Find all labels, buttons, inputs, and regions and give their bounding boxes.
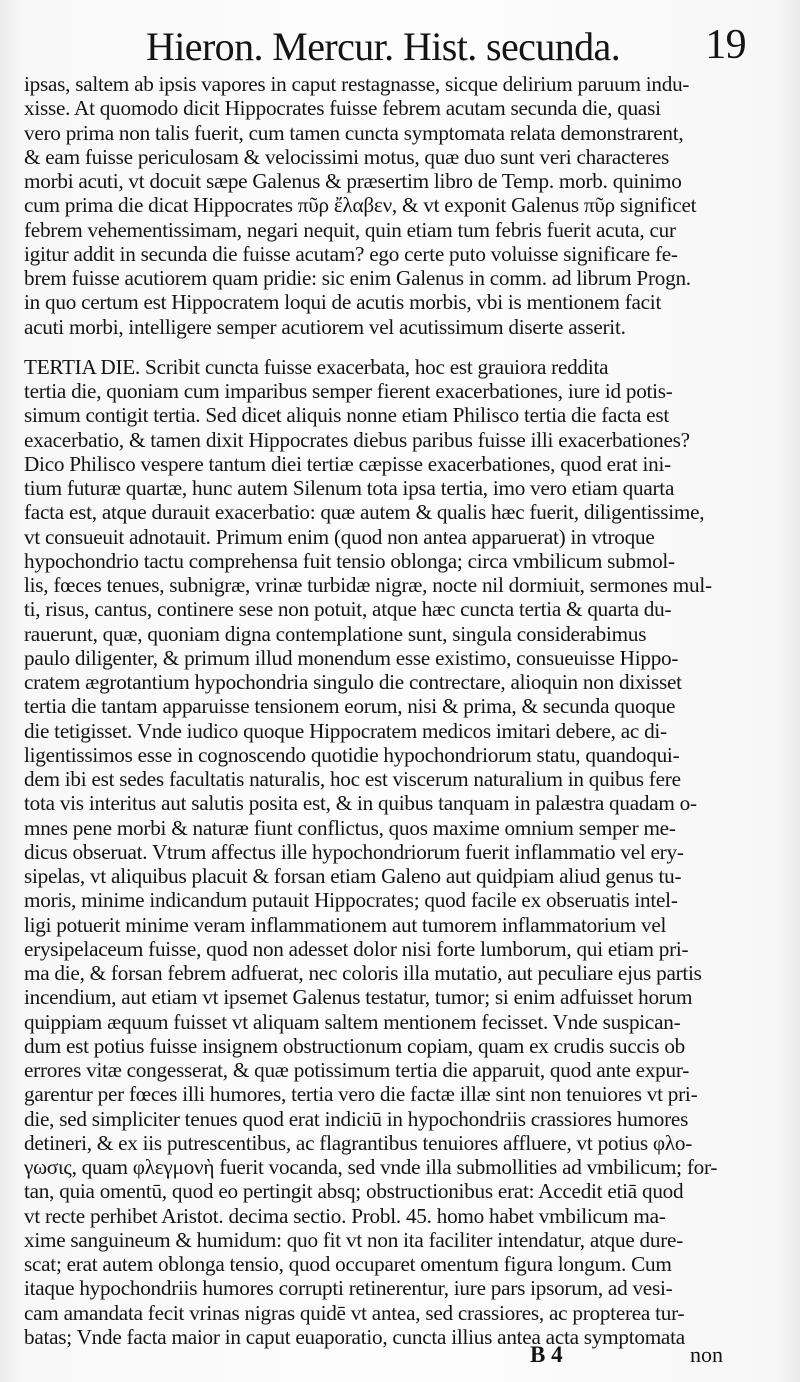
- text-line: febrem vehementissimam, negari nequit, quin etiam tum febris fuerit acuta, cur: [24, 217, 676, 242]
- page-number: 19: [705, 22, 746, 68]
- text-line: mnes pene morbi & naturæ fiunt conflictus, quos maxime omnium semper me-: [24, 815, 676, 840]
- text-line: ligentissimos esse in cognoscendo quotidie hypochondriorum statu, quandoqui-: [24, 742, 680, 767]
- text-line: tan, quia omentū, quod eo pertingit absq; obstructionibus erat: Accedit etiā quod: [24, 1179, 684, 1204]
- paragraph-2: [24, 355, 786, 1349]
- text-line: γωσις, quam φλεγμονὴ fuerit vocanda, sed vnde illa submollities ad vmbilicum; for-: [24, 1155, 718, 1179]
- text-line: cum prima die dicat Hippocrates πῦρ ἔλαβεν, & vt exponit Galenus πῦρ significet: [24, 193, 697, 218]
- text-line: vt consueuit adnotauit. Primum enim (quod non antea apparuerat) in vtroque: [24, 524, 655, 549]
- text-line: morbi acuti, vt docuit sæpe Galenus & præsertim libro de Temp. morb. quinimo: [24, 169, 682, 193]
- text-line: batas; Vnde facta maior in caput euaporatio, cuncta illius antea acta symptomata: [24, 1324, 685, 1349]
- text-line: die tetigisset. Vnde iudico quoque Hippocratem medicos imitari debere, ac di-: [24, 718, 667, 743]
- text-line: exacerbatio, & tamen dixit Hippocrates diebus paribus fuisse illi exacerbationes?: [24, 427, 690, 452]
- text-line: moris, minime indicandum putauit Hippocrates; quod facile ex obseruatis intel-: [24, 888, 678, 913]
- catchword: non: [690, 1342, 723, 1367]
- text-line: scat; erat autem oblonga tensio, quod occuparet omentum figura longum. Cum: [24, 1252, 672, 1276]
- text-line: ma die, & forsan febrem adfuerat, nec coloris illa mutatio, aut peculiare ejus partis: [24, 961, 702, 985]
- signature-mark: B 4: [530, 1342, 563, 1367]
- text-line: simum contigit tertia. Sed dicet aliquis nonne etiam Philisco tertia die facta est: [24, 403, 669, 428]
- text-line: cratem ægrotantium hypochondria singulo die contrectare, alioquin non dixisset: [24, 670, 682, 694]
- text-line: rauerunt, quæ, quoniam digna contemplatione sunt, singula considerabimus: [24, 621, 647, 646]
- text-line: paulo diligenter, & primum illud monendum esse existimo, consueuisse Hippo-: [24, 645, 679, 670]
- text-line: facta est, atque durauit exacerbatio: quæ autem & qualis hæc fuerit, diligentissime,: [24, 500, 705, 525]
- text-line: brem fuisse acutiorem quam pridie: sic enim Galenus in comm. ad librum Progn.: [24, 266, 691, 290]
- text-line: tota vis interitus aut salutis posita est, & in quibus tanquam in palæstra quadam o-: [24, 791, 697, 816]
- text-line: dum est potius fuisse insignem obstructionum copiam, quam ex crudis succis ob: [24, 1033, 686, 1058]
- running-title: Hieron. Mercur. Hist. secunda.: [146, 24, 621, 69]
- text-line: vt recte perhibet Aristot. decima sectio. Probl. 45. homo habet vmbilicum ma-: [24, 1203, 666, 1228]
- text-line: cam amandata fecit vrinas nigras quidē vt antea, sed crassiores, ac propterea tur-: [24, 1300, 685, 1325]
- text-line: tertia die, quoniam cum imparibus semper fierent exacerbationes, iure id potis-: [24, 379, 673, 403]
- text-line: tium futuræ quartæ, hunc autem Silenum tota ipsa tertia, imo vero etiam quarta: [24, 476, 675, 500]
- text-line: incendium, aut etiam vt ipsemet Galenus testatur, tumor; si enim adfuisset horum: [24, 985, 693, 1010]
- text-line: errores vitæ congesserat, & quæ potissimum tertia die apparuit, quod ante expur-: [24, 1058, 690, 1082]
- text-line: garentur per fœces illi humores, tertia vero die factæ illæ sint non tenuiores vt pri-: [24, 1082, 698, 1107]
- text-line: hypochondrio tactu comprehensa fuit tensio oblonga; circa vmbilicum submol-: [24, 548, 675, 573]
- text-line: die, sed simpliciter tenues quod erat indiciū in hypochondriis crassiores humores: [24, 1106, 689, 1131]
- text-line: sipelas, vt aliquibus placuit & forsan etiam Galeno aut quidpiam aliud genus tu-: [24, 864, 682, 888]
- text-line: ti, risus, cantus, continere sese non potuit, atque hæc cuncta tertia & quarta du-: [24, 597, 672, 622]
- text-line: vero prima non talis fuerit, cum tamen cuncta symptomata relata demonstrarent,: [24, 120, 684, 145]
- text-line: xime sanguineum & humidum: quo fit vt non ita faciliter intendatur, atque dure-: [24, 1227, 684, 1252]
- text-line: dem ibi est sedes facultatis naturalis, hoc est viscerum naturalium in quibus fere: [24, 767, 681, 791]
- text-line: & eam fuisse periculosam & velocissimi motus, quæ duo sunt veri characteres: [24, 144, 669, 169]
- text-line: lis, fœces tenues, subnigræ, vrinæ turbidæ nigræ, nocte nil dormiuit, sermones mul-: [24, 573, 712, 597]
- page-footer: [0, 1340, 800, 1370]
- text-line: xisse. At quomodo dicit Hippocrates fuisse febrem acutam secunda die, quasi: [24, 96, 661, 121]
- text-line: TERTIA DIE. Scribit cuncta fuisse exacerbata, hoc est grauiora reddita: [24, 354, 609, 379]
- paragraph-1: [24, 72, 786, 339]
- text-line: in quo certum est Hippocratem loqui de acutis morbis, vbi is mentionem facit: [24, 290, 662, 315]
- text-line: ligi potuerit minime veram inflammationem aut tumorem inflammatorium vel: [24, 912, 667, 937]
- text-line: ipsas, saltem ab ipsis vapores in caput restagnasse, sicque delirium paruum indu-: [24, 72, 690, 96]
- text-line: erysipelaceum fuisse, quod non adesset dolor nisi forte lumborum, qui etiam pri-: [24, 936, 689, 961]
- text-line: detineri, & ex iis putrescentibus, ac flagrantibus tenuiores affluere, vt potius φλο-: [24, 1130, 693, 1155]
- text-line: igitur addit in secunda die fuisse acutam? ego certe puto voluisse significare fe-: [24, 241, 678, 266]
- text-line: Dico Philisco vespere tantum diei tertiæ cæpisse exacerbationes, quod erat ini-: [24, 451, 671, 476]
- text-line: quippiam æquum fuisset vt aliquam saltem mentionem fecisset. Vnde suspican-: [24, 1009, 681, 1034]
- text-line: tertia die tantam apparuisse tensionem eorum, nisi & prima, & secunda quoque: [24, 694, 676, 719]
- running-head: [146, 22, 746, 72]
- text-line: acuti morbi, intelligere semper acutiorem vel acutissimum diserte asserit.: [24, 314, 626, 339]
- text-line: dicus obseruat. Vtrum affectus ille hypochondriorum fuerit inflammatio vel ery-: [24, 839, 684, 864]
- body-text: [24, 72, 786, 1349]
- text-line: itaque hypochondriis humores corrupti retinerentur, iure pars ipsorum, ad vesi-: [24, 1276, 673, 1301]
